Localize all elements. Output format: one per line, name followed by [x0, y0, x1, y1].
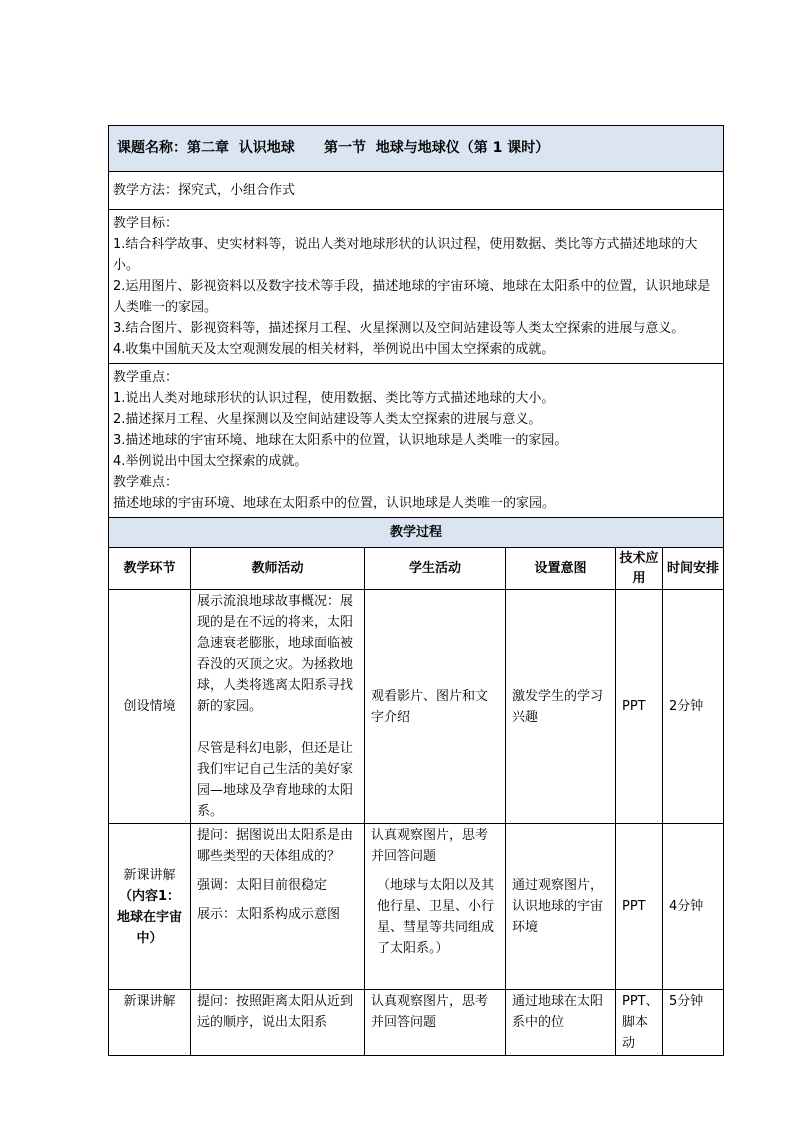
stage-cell: 创设情境 [109, 590, 191, 824]
teacher-activity-text: 强调：太阳目前很稳定 [197, 878, 328, 893]
teacher-activity-text: 提问：据图说出太阳系是由哪些类型的天体组成的？ [197, 828, 354, 864]
objective-item: 3.结合图片、影视资料等，描述探月工程、火星探测以及空间站建设等人类太空探索的进展与意义。 [113, 321, 685, 336]
stage-cell [109, 824, 191, 990]
time-cell: 4分钟 [663, 824, 724, 990]
student-activity-cell: 观看影片、图片和文字介绍 [365, 590, 506, 824]
tech-cell: PPT、脚本动 [616, 990, 663, 1056]
difficulty-text: 描述地球的宇宙环境、地球在太阳系中的位置，认识地球是人类唯一的家园。 [113, 496, 556, 511]
objective-item: 2.运用图片、影视资料以及数字技术等手段，描述地球的宇宙环境、地球在太阳系中的位置，认识地球是人类唯一的家园。 [113, 279, 711, 315]
time-cell: 2分钟 [663, 590, 724, 824]
lesson-plan-table [108, 125, 724, 1056]
student-activity-text: 认真观察图片，思考并回答问题 [371, 828, 489, 864]
table-row [109, 990, 724, 1056]
student-activity-cell: 认真观察图片，思考并回答问题 [365, 990, 506, 1056]
column-header-intent: 设置意图 [506, 548, 616, 590]
process-header: 教学过程 [109, 518, 724, 548]
teacher-activity-cell: 提问：按照距离太阳从近到远的顺序，说出太阳系 [191, 990, 365, 1056]
stage-cell: 新课讲解 [109, 990, 191, 1056]
objective-item: 4.收集中国航天及太空观测发展的相关材料，举例说出中国太空探索的成就。 [113, 342, 555, 357]
tech-cell: PPT [616, 824, 663, 990]
student-activity-cell [365, 824, 506, 990]
lesson-title: 课题名称：第二章 认识地球 第一节 地球与地球仪（第 1 课时） [109, 126, 724, 172]
keypoints-section [109, 364, 724, 518]
column-header-student: 学生活动 [365, 548, 506, 590]
stage-label: 新课讲解 [123, 867, 176, 883]
student-activity-text: （地球与太阳以及其他行星、卫星、小行星、彗星等共同组成了太阳系。） [377, 878, 495, 956]
objectives-section [109, 210, 724, 364]
objective-item: 1.结合科学故事、史实材料等，说出人类对地球形状的认识过程，使用数据、类比等方式描述地球的大小。 [113, 237, 698, 273]
teaching-method: 教学方法：探究式，小组合作式 [109, 172, 724, 210]
column-header-time: 时间安排 [663, 548, 724, 590]
stage-sublabel: （内容1：地球在宇宙中） [116, 888, 182, 946]
teacher-activity-cell [191, 590, 365, 824]
keypoint-item: 4.举例说出中国太空探索的成就。 [113, 454, 308, 469]
teacher-activity-text: 展示流浪地球故事概况：展现的是在不远的将来，太阳急速衰老膨胀，地球面临被吞没的灭顶之灾。为拯救地球，人类将逃离太阳系寻找新的家园。 [197, 594, 354, 714]
keypoints-heading: 教学重点： [113, 370, 179, 385]
intent-cell: 激发学生的学习兴趣 [506, 590, 616, 824]
tech-cell: PPT [616, 590, 663, 824]
teacher-activity-cell [191, 824, 365, 990]
column-header-teacher: 教师活动 [191, 548, 365, 590]
column-header-tech: 技术应用 [616, 548, 663, 590]
table-row [109, 824, 724, 990]
intent-cell: 通过观察图片，认识地球的宇宙环境 [506, 824, 616, 990]
keypoint-item: 1.说出人类对地球形状的认识过程，使用数据、类比等方式描述地球的大小。 [113, 391, 555, 406]
column-header-stage: 教学环节 [109, 548, 191, 590]
time-cell: 5分钟 [663, 990, 724, 1056]
intent-cell: 通过地球在太阳系中的位 [506, 990, 616, 1056]
teacher-activity-text: 尽管是科幻电影，但还是让我们牢记自己生活的美好家园—地球及孕育地球的太阳系。 [197, 741, 354, 819]
keypoint-item: 3.描述地球的宇宙环境、地球在太阳系中的位置，认识地球是人类唯一的家园。 [113, 433, 568, 448]
keypoint-item: 2.描述探月工程、火星探测以及空间站建设等人类太空探索的进展与意义。 [113, 412, 542, 427]
difficulty-heading: 教学难点： [113, 475, 179, 490]
teacher-activity-text: 展示：太阳系构成示意图 [197, 907, 341, 922]
table-row [109, 590, 724, 824]
objectives-heading: 教学目标： [113, 216, 179, 231]
